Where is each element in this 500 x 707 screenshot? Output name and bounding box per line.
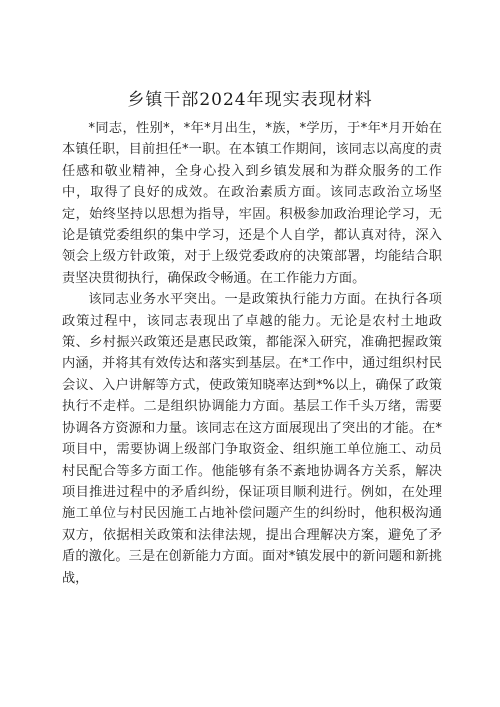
paragraph: *同志，性别*，*年*月出生，*族，*学历，于*年*月开始在本镇任职，目前担任*一职。在本镇工作期间，该同志以高度的责任感和敬业精神，全身心投入到乡镇发展和为群众服务的工作中，取得了良好的成效。在政治素质方面。该同志政治立场坚定，始终坚持以思想为指导，牢固。积极参加政治理论学习，无论是镇党委组织的集中学习，还是个人自学，都认真对待，深入领会上级方针政策，对于上级党委政府的决策部署，均能结合职责坚决贯彻执行，确保政令畅通。在工作能力方面。 (62, 121, 442, 286)
paragraph: 该同志业务水平突出。一是政策执行能力方面。在执行各项政策过程中，该同志表现出了卓越的能力。无论是农村土地政策、乡村振兴政策还是惠民政策，都能深入研究，准确把握政策内涵，并将其有效传达和落实到基层。在*工作中，通过组织村民会议、入户讲解等方式，使政策知晓率达到*%以上，确保了政策执行不走样。二是组织协调能力方面。基层工作千头万绪，需要协调各方资源和力量。该同志在这方面展现出了突出的才能。在*项目中，需要协调上级部门争取资金、组织施工单位施工、动员村民配合等多方面工作。他能够有条不紊地协调各方关系，解决项目推进过程中的矛盾纠纷，保证项目顺利进行。例如，在处理施工单位与村民因施工占地补偿问题产生的纠纷时，他积极沟通双方，依据相关政策和法律法规，提出合理解决方案，避免了矛盾的激化。三是在创新能力方面。面对*镇发展中的新问题和新挑战， (62, 292, 442, 586)
document-body (62, 118, 442, 589)
document-title: 乡镇干部2024年现实表现材料 (127, 90, 373, 110)
